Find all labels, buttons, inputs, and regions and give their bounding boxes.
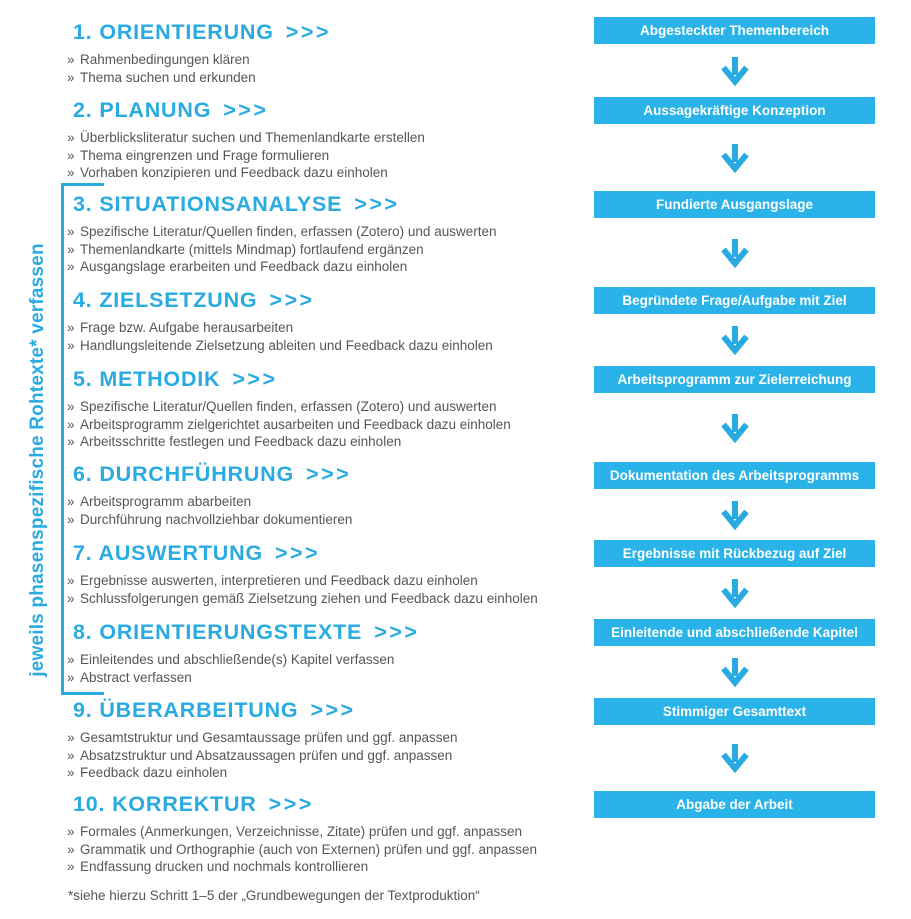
phase-number: 6. [73, 462, 93, 486]
phase-number: 2. [73, 98, 93, 122]
phase-section-6 [67, 461, 352, 528]
bullet-marker: » [67, 69, 75, 85]
phase-section-1 [67, 19, 331, 86]
bullet-item [67, 319, 493, 337]
bullet-text: Feedback dazu einholen [80, 765, 228, 780]
phase-title: ORIENTIERUNGSTEXTE [99, 620, 363, 644]
bullet-marker: » [67, 765, 75, 780]
bullet-text: Ausgangslage erarbeiten und Feedback dazu einholen [80, 259, 408, 274]
bullet-marker: » [67, 824, 75, 839]
phase-section-9 [67, 697, 457, 782]
phase-heading-4 [73, 287, 493, 313]
bullet-marker: » [67, 747, 75, 763]
phase-heading-7 [73, 540, 538, 566]
bullet-item [67, 590, 538, 608]
phase-number: 5. [73, 367, 93, 391]
bullet-item [67, 572, 538, 590]
bullet-item [67, 241, 496, 259]
bullet-marker: » [67, 165, 75, 180]
bullet-text: Arbeitsschritte festlegen und Feedback dazu einholen [80, 434, 402, 449]
bullet-marker: » [67, 241, 75, 257]
phase-heading-1 [73, 19, 331, 45]
bullet-text: Rahmenbedingungen klären [80, 52, 250, 67]
phase-bullets-3 [67, 223, 496, 276]
bullet-marker: » [67, 147, 75, 163]
phase-bullets-4 [67, 319, 493, 354]
bullet-item [67, 51, 331, 69]
bullet-marker: » [67, 841, 75, 857]
chevrons-icon: >>> [285, 20, 331, 44]
phase-heading-6 [73, 461, 352, 487]
down-arrow-icon [720, 500, 750, 532]
bullet-marker: » [67, 859, 75, 874]
bullet-text: Grammatik und Orthographie (auch von Externen) prüfen und ggf. anpassen [80, 841, 538, 857]
phase-title: ÜBERARBEITUNG [99, 698, 299, 722]
bullet-text: Themenlandkarte (mittels Mindmap) fortlaufend ergänzen [80, 241, 424, 257]
bullet-text: Absatzstruktur und Absatzaussagen prüfen und ggf. anpassen [80, 747, 453, 763]
bullet-item [67, 164, 425, 182]
down-arrow-icon [720, 56, 750, 88]
phase-bullets-8 [67, 651, 419, 686]
phase-bullets-2 [67, 129, 425, 182]
phase-bullets-7 [67, 572, 538, 607]
phase-bullets-6 [67, 493, 352, 528]
bullet-item [67, 223, 496, 241]
chevrons-icon: >>> [269, 288, 315, 312]
phase-number: 10. [73, 792, 106, 816]
bullet-item [67, 823, 537, 841]
chevrons-icon: >>> [306, 462, 352, 486]
bullet-marker: » [67, 320, 75, 335]
outcome-box-3: Fundierte Ausgangslage [594, 191, 875, 218]
bullet-item [67, 841, 537, 859]
phase-section-3 [67, 191, 496, 276]
bullet-item [67, 147, 425, 165]
down-arrow-icon [720, 413, 750, 445]
bullet-marker: » [67, 399, 75, 414]
phase-bullets-5 [67, 398, 511, 451]
bullet-text: Thema suchen und erkunden [80, 69, 256, 85]
bullet-marker: » [67, 224, 75, 239]
outcome-box-2: Aussagekräftige Konzeption [594, 97, 875, 124]
bullet-item [67, 398, 511, 416]
phase-number: 3. [73, 192, 93, 216]
phase-section-4 [67, 287, 493, 354]
bullet-item [67, 858, 537, 876]
chevrons-icon: >>> [274, 541, 321, 565]
bullet-item [67, 511, 352, 529]
phase-number: 8. [73, 620, 93, 644]
outcome-box-4: Begründete Frage/Aufgabe mit Ziel [594, 287, 875, 314]
phase-section-5 [67, 366, 511, 451]
phase-heading-10 [73, 791, 537, 817]
phase-section-8 [67, 619, 419, 686]
bullet-marker: » [67, 573, 75, 588]
outcome-box-5: Arbeitsprogramm zur Zielerreichung [594, 366, 875, 393]
outcome-box-6: Dokumentation des Arbeitsprogramms [594, 462, 875, 489]
bullet-marker: » [67, 416, 75, 432]
outcome-box-7: Ergebnisse mit Rückbezug auf Ziel [594, 540, 875, 567]
down-arrow-icon [720, 578, 750, 610]
chevrons-icon: >>> [310, 698, 356, 722]
down-arrow-icon [720, 238, 750, 270]
bullet-marker: » [67, 434, 75, 449]
outcome-box-10: Abgabe der Arbeit [594, 791, 875, 818]
bullet-marker: » [67, 52, 75, 67]
bullet-item [67, 669, 419, 687]
chevrons-icon: >>> [223, 98, 269, 122]
bullet-marker: » [67, 730, 75, 745]
bullet-marker: » [67, 652, 75, 667]
bullet-text: Formales (Anmerkungen, Verzeichnisse, Zitate) prüfen und ggf. anpassen [80, 824, 522, 839]
phase-bullets-10 [67, 823, 537, 876]
phase-title: ZIELSETZUNG [99, 288, 258, 312]
down-arrow-icon [720, 325, 750, 357]
bullet-text: Durchführung nachvollziehbar dokumentieren [80, 511, 353, 527]
bullet-text: Arbeitsprogramm abarbeiten [80, 494, 252, 509]
phase-section-10 [67, 791, 537, 876]
bullet-item [67, 129, 425, 147]
phase-number: 9. [73, 698, 93, 722]
bullet-item [67, 258, 496, 276]
phase-heading-9 [73, 697, 457, 723]
bullet-text: Frage bzw. Aufgabe herausarbeiten [80, 320, 294, 335]
footnote: *siehe hierzu Schritt 1–5 der „Grundbewegungen der Textproduktion“ [68, 888, 480, 903]
bullet-marker: » [67, 590, 75, 606]
bullet-marker: » [67, 259, 75, 274]
bullet-item [67, 651, 419, 669]
phase-bullets-1 [67, 51, 331, 86]
bullet-marker: » [67, 130, 75, 145]
phase-title: ORIENTIERUNG [99, 20, 274, 44]
bullet-item [67, 69, 331, 87]
bullet-item [67, 493, 352, 511]
phase-title: SITUATIONSANALYSE [99, 192, 343, 216]
outcome-box-1: Abgesteckter Themenbereich [594, 17, 875, 44]
phase-heading-8 [73, 619, 419, 645]
phase-title: AUSWERTUNG [98, 541, 263, 565]
bullet-marker: » [67, 669, 75, 685]
outcome-box-9: Stimmiger Gesamttext [594, 698, 875, 725]
phase-title: METHODIK [99, 367, 221, 391]
bullet-text: Überblicksliteratur suchen und Themenlandkarte erstellen [80, 130, 425, 145]
down-arrow-icon [720, 143, 750, 175]
chevrons-icon: >>> [374, 620, 420, 644]
bullet-item [67, 433, 511, 451]
outcome-box-8: Einleitende und abschließende Kapitel [594, 619, 875, 646]
down-arrow-icon [720, 743, 750, 775]
chevrons-icon: >>> [232, 367, 278, 391]
phase-section-2 [67, 97, 425, 182]
bullet-text: Schlussfolgerungen gemäß Zielsetzung ziehen und Feedback dazu einholen [80, 590, 538, 606]
phase-number: 4. [73, 288, 93, 312]
bullet-item [67, 747, 457, 765]
bullet-text: Gesamtstruktur und Gesamtaussage prüfen und ggf. anpassen [80, 730, 458, 745]
chevrons-icon: >>> [354, 192, 400, 216]
bullet-text: Spezifische Literatur/Quellen finden, erfassen (Zotero) und auswerten [80, 399, 497, 414]
phase-heading-3 [73, 191, 496, 217]
bullet-item [67, 729, 457, 747]
bullet-text: Einleitendes und abschließende(s) Kapitel verfassen [80, 652, 395, 667]
bullet-item [67, 416, 511, 434]
bullet-text: Spezifische Literatur/Quellen finden, erfassen (Zotero) und auswerten [80, 224, 497, 239]
bullet-marker: » [67, 494, 75, 509]
side-label: jeweils phasenspezifische Rohtexte* verfassen [27, 243, 48, 677]
phase-section-7 [67, 540, 538, 607]
bullet-text: Endfassung drucken und nochmals kontrollieren [80, 859, 369, 874]
phase-title: DURCHFÜHRUNG [99, 462, 295, 486]
bullet-text: Abstract verfassen [80, 669, 192, 685]
bullet-text: Arbeitsprogramm zielgerichtet ausarbeiten und Feedback dazu einholen [80, 416, 511, 432]
bullet-item [67, 337, 493, 355]
bullet-marker: » [67, 511, 75, 527]
phase-heading-2 [73, 97, 425, 123]
bullet-text: Handlungsleitende Zielsetzung ableiten und Feedback dazu einholen [80, 337, 493, 353]
phase-bullets-9 [67, 729, 457, 782]
phase-number: 1. [73, 20, 93, 44]
chevrons-icon: >>> [268, 792, 314, 816]
phase-heading-5 [73, 366, 511, 392]
down-arrow-icon [720, 657, 750, 689]
bullet-item [67, 764, 457, 782]
bullet-text: Vorhaben konzipieren und Feedback dazu einholen [80, 165, 388, 180]
bullet-marker: » [67, 337, 75, 353]
bullet-text: Thema eingrenzen und Frage formulieren [80, 147, 330, 163]
phase-title: KORREKTUR [112, 792, 257, 816]
phase-title: PLANUNG [99, 98, 212, 122]
phase-number: 7. [73, 541, 93, 565]
bullet-text: Ergebnisse auswerten, interpretieren und Feedback dazu einholen [80, 573, 478, 588]
